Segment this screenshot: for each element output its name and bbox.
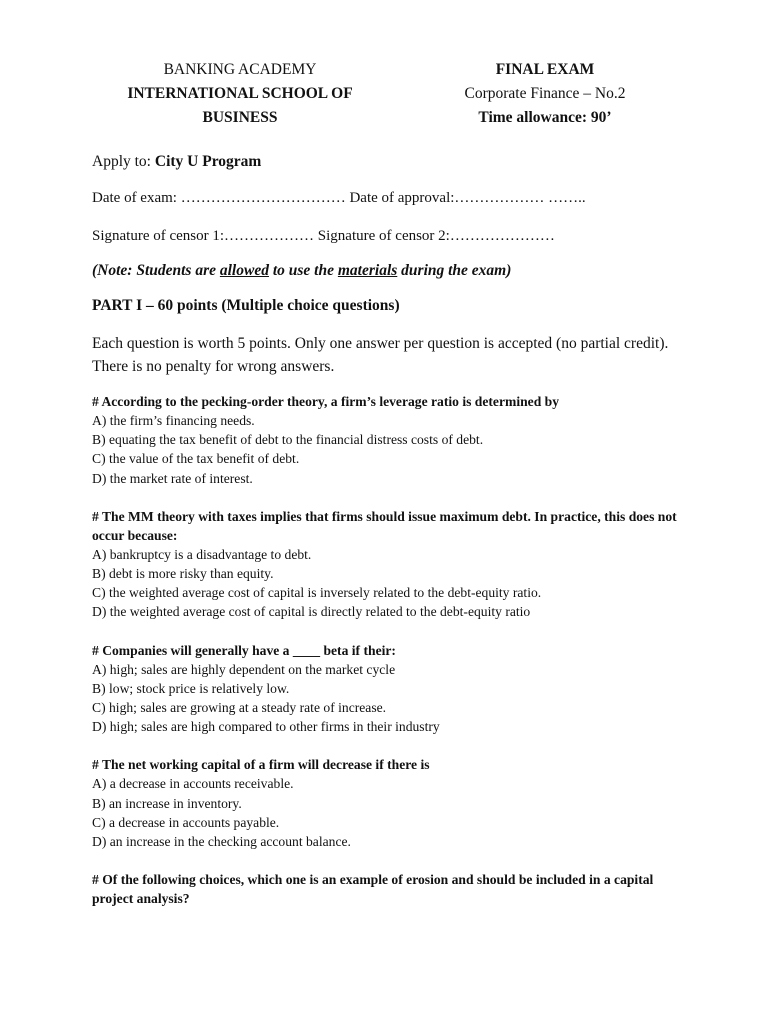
question-stem: # The MM theory with taxes implies that firms should issue maximum debt. In practice, this does not occur because: [92, 508, 677, 543]
question-block [92, 392, 692, 488]
answer-option: A) bankruptcy is a disadvantage to debt. [92, 546, 312, 562]
institution-line-2: INTERNATIONAL SCHOOL OF [127, 85, 353, 102]
signature-line: Signature of censor 1:……………… Signature of censor 2:………………… [92, 228, 555, 244]
answer-option: A) the firm’s financing needs. [92, 413, 255, 428]
answer-option: D) an increase in the checking account balance. [92, 834, 351, 850]
answer-option: A) a decrease in accounts receivable. [92, 776, 294, 792]
answer-option: C) the weighted average cost of capital is inversely related to the debt-equity ratio. [92, 585, 542, 601]
answer-option: B) debt is more risky than equity. [92, 566, 274, 582]
answer-option: D) the market rate of interest. [92, 470, 253, 486]
exam-header [430, 58, 660, 130]
question-block [92, 507, 692, 622]
apply-to-label: Apply to: [92, 153, 155, 170]
date-line: Date of exam: …………………………… Date of approval:……………… …….. [92, 190, 586, 206]
part-instructions: Each question is worth 5 points. Only one answer per question is accepted (no partial credit). There is no penalty for wrong answers. [92, 335, 669, 375]
materials-note [92, 262, 511, 280]
institution-header [95, 58, 385, 130]
part-heading: PART I – 60 points (Multiple choice questions) [92, 297, 400, 314]
question-block [92, 641, 692, 737]
question-stem: # Companies will generally have a ____ beta if their: [92, 642, 396, 658]
answer-option: C) a decrease in accounts payable. [92, 814, 280, 830]
note-allowed: allowed [219, 262, 269, 279]
note-text-3: during the exam) [397, 262, 512, 279]
institution-line-1: BANKING ACADEMY [163, 61, 317, 78]
question-stem: # Of the following choices, which one is an example of erosion and should be included in a capital project analysis? [92, 872, 654, 907]
answer-option: A) high; sales are highly dependent on the market cycle [92, 661, 396, 677]
exam-title: FINAL EXAM [495, 61, 595, 78]
program-name: City U Program [154, 153, 262, 170]
answer-option: D) the weighted average cost of capital is directly related to the debt-equity ratio [92, 604, 531, 620]
answer-option: C) high; sales are growing at a steady rate of increase. [92, 700, 387, 716]
answer-option: D) high; sales are high compared to other firms in their industry [92, 719, 440, 735]
institution-line-3: BUSINESS [202, 109, 278, 126]
answer-option: B) low; stock price is relatively low. [92, 680, 290, 696]
answer-option: B) an increase in inventory. [92, 795, 242, 811]
question-list [92, 392, 692, 927]
note-materials: materials [337, 262, 398, 279]
apply-to-line [92, 153, 261, 171]
note-text-1: (Note: Students are [92, 262, 220, 279]
note-text-2: to use the [268, 262, 338, 279]
question-block [92, 755, 692, 851]
question-stem: # The net working capital of a firm will decrease if there is [92, 757, 430, 773]
time-allowance: Time allowance: 90’ [478, 109, 612, 126]
question-stem: # According to the pecking-order theory, a firm’s leverage ratio is determined by [92, 394, 560, 409]
answer-option: B) equating the tax benefit of debt to the financial distress costs of debt. [92, 432, 484, 448]
answer-option: C) the value of the tax benefit of debt. [92, 451, 300, 467]
course-name: Corporate Finance – No.2 [464, 85, 626, 102]
question-block [92, 870, 692, 908]
